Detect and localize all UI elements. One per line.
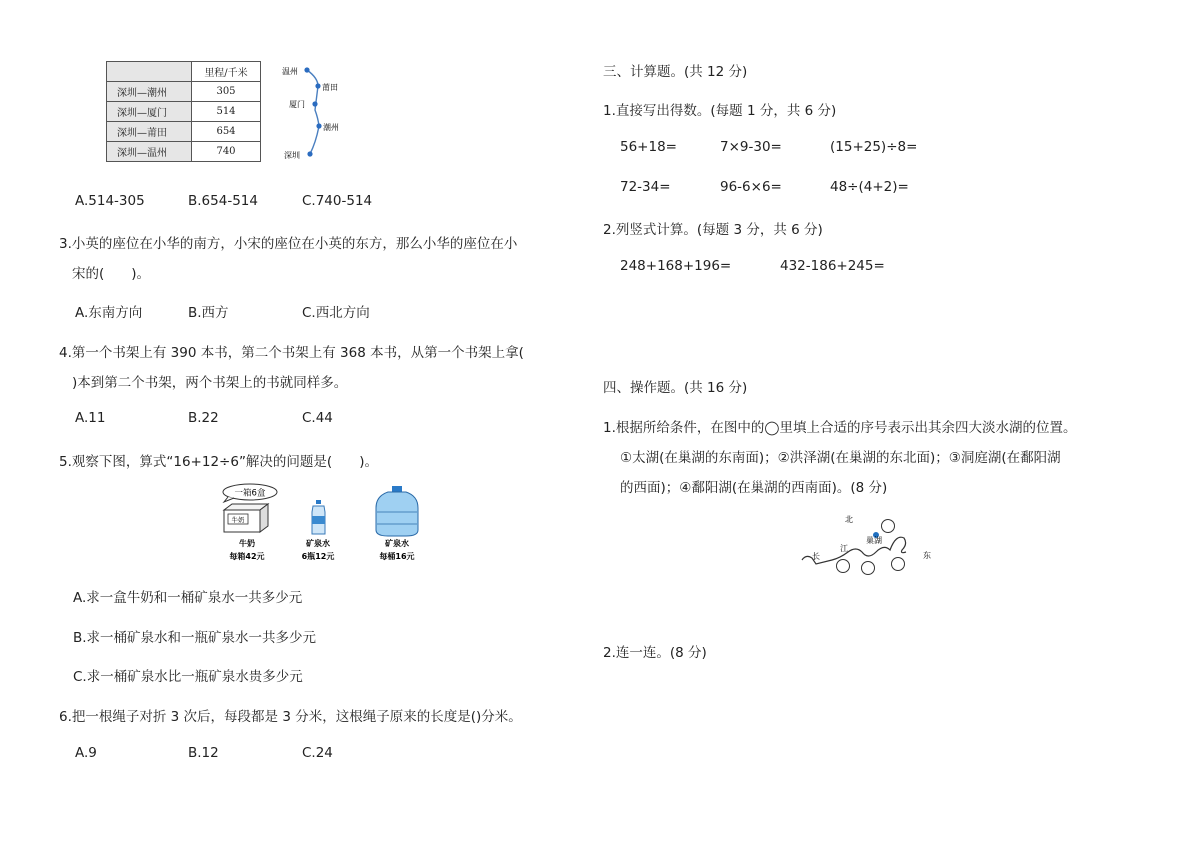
table-header-empty bbox=[107, 62, 192, 82]
q5-option-b[interactable]: B.求一桶矿泉水和一瓶矿泉水一共多少元 bbox=[73, 630, 317, 646]
calc-2-3: 48÷(4+2)= bbox=[830, 179, 909, 195]
vertical-calc-2: 432-186+245= bbox=[780, 258, 885, 274]
table-header-row bbox=[107, 62, 261, 82]
q3-option-b[interactable]: B.西方 bbox=[188, 305, 229, 321]
compass-east-label: 东 bbox=[923, 551, 931, 560]
q2-option-c[interactable]: C.740-514 bbox=[302, 193, 373, 209]
distance-table bbox=[106, 61, 261, 162]
q4-option-a[interactable]: A.11 bbox=[75, 410, 106, 426]
compass-north-label: 北 bbox=[845, 515, 853, 524]
q2-option-b[interactable]: B.654-514 bbox=[188, 193, 258, 209]
calc-1-3: (15+25)÷8= bbox=[830, 139, 918, 155]
q3-option-c[interactable]: C.西北方向 bbox=[302, 305, 370, 321]
q3-stem-line1: 3.小英的座位在小华的南方，小宋的座位在小英的东方，那么小华的座位在小 bbox=[59, 236, 518, 252]
table-cell-route: 深圳—厦门 bbox=[107, 102, 192, 122]
item-price-bottle: 6瓶12元 bbox=[301, 552, 335, 561]
vertical-calc-1: 248+168+196= bbox=[620, 258, 732, 274]
sec3-q1-title: 1.直接写出得数。(每题 1 分，共 6 分) bbox=[603, 103, 837, 119]
water-bottle-icon bbox=[312, 500, 325, 534]
calc-2-2: 96-6×6= bbox=[720, 179, 782, 195]
q5-option-c[interactable]: C.求一桶矿泉水比一瓶矿泉水贵多少元 bbox=[73, 669, 303, 685]
city-label-wenzhou: 温州 bbox=[282, 67, 298, 76]
sec4-q1-line3: 的西面)；④鄱阳湖(在巢湖的西南面)。(8 分) bbox=[620, 480, 888, 496]
calc-1-2: 7×9-30= bbox=[720, 139, 782, 155]
river-label-jiang: 江 bbox=[840, 544, 848, 553]
table-header-km: 里程/千米 bbox=[192, 62, 261, 82]
city-dot-putian bbox=[315, 83, 320, 88]
q5-stem-line1: 5.观察下图，算式“16+12÷6”解决的问题是( )。 bbox=[59, 454, 378, 470]
table-row bbox=[107, 82, 261, 102]
city-label-shenzhen: 深圳 bbox=[284, 151, 300, 160]
lakes-map bbox=[796, 508, 946, 580]
item-price-barrel: 每桶16元 bbox=[379, 552, 415, 561]
lake-blank-circle-1[interactable] bbox=[837, 560, 850, 573]
table-cell-km: 654 bbox=[192, 122, 261, 142]
q4-stem-line2: )本到第二个书架，两个书架上的书就同样多。 bbox=[72, 375, 348, 391]
milk-bubble-text: 一箱6盒 bbox=[234, 488, 266, 499]
table-row bbox=[107, 122, 261, 142]
route-line bbox=[307, 70, 319, 154]
lake-blank-circle-northeast[interactable] bbox=[882, 520, 895, 533]
q3-stem-line2: 宋的( )。 bbox=[72, 266, 151, 282]
item-name-milk: 牛奶 bbox=[239, 539, 255, 548]
sec4-q2-title: 2.连一连。(8 分) bbox=[603, 645, 707, 661]
table-cell-km: 514 bbox=[192, 102, 261, 122]
city-dot-chaozhou bbox=[316, 123, 321, 128]
section4-title: 四、操作题。(共 16 分) bbox=[603, 380, 748, 396]
city-dot-wenzhou bbox=[304, 67, 309, 72]
calc-2-1: 72-34= bbox=[620, 179, 671, 195]
q6-option-c[interactable]: C.24 bbox=[302, 745, 333, 761]
q6-option-b[interactable]: B.12 bbox=[188, 745, 219, 761]
q6-option-a[interactable]: A.9 bbox=[75, 745, 97, 761]
sec3-q2-title: 2.列竖式计算。(每题 3 分，共 6 分) bbox=[603, 222, 823, 238]
item-name-barrel: 矿泉水 bbox=[385, 539, 409, 548]
table-row bbox=[107, 142, 261, 162]
item-name-bottle: 矿泉水 bbox=[306, 539, 330, 548]
city-dot-xiamen bbox=[312, 101, 317, 106]
lake-blank-circle-2[interactable] bbox=[862, 562, 875, 575]
milk-box-label: 牛奶 bbox=[231, 516, 245, 524]
q5-option-a[interactable]: A.求一盒牛奶和一桶矿泉水一共多少元 bbox=[73, 590, 303, 606]
q4-stem-line1: 4.第一个书架上有 390 本书，第二个书架上有 368 本书，从第一个书架上拿( bbox=[59, 345, 524, 361]
item-price-milk: 每箱42元 bbox=[229, 552, 265, 561]
sec4-q1-line2: ①太湖(在巢湖的东南面)；②洪泽湖(在巢湖的东北面)；③洞庭湖(在鄱阳湖 bbox=[620, 450, 1061, 466]
lake-blank-circle-3[interactable] bbox=[892, 558, 905, 571]
q3-option-a[interactable]: A.东南方向 bbox=[75, 305, 143, 321]
city-dot-shenzhen bbox=[307, 151, 312, 156]
sec4-q1-line1: 1.根据所给条件，在图中的◯里填上合适的序号表示出其余四大淡水湖的位置。 bbox=[603, 420, 1077, 436]
city-label-chaozhou: 潮州 bbox=[323, 123, 339, 132]
city-label-xiamen: 厦门 bbox=[289, 100, 305, 109]
q4-option-b[interactable]: B.22 bbox=[188, 410, 219, 426]
river-label-chang: 长 bbox=[812, 552, 820, 561]
milk-box-icon bbox=[223, 484, 277, 532]
q4-option-c[interactable]: C.44 bbox=[302, 410, 333, 426]
route-map bbox=[278, 60, 358, 164]
table-cell-route: 深圳—莆田 bbox=[107, 122, 192, 142]
q6-stem-line1: 6.把一根绳子对折 3 次后，每段都是 3 分米，这根绳子原来的长度是()分米。 bbox=[59, 709, 522, 725]
water-barrel-icon bbox=[376, 486, 418, 536]
city-label-putian: 莆田 bbox=[322, 83, 338, 92]
table-row bbox=[107, 102, 261, 122]
q2-option-a[interactable]: A.514-305 bbox=[75, 193, 145, 209]
section3-title: 三、计算题。(共 12 分) bbox=[603, 64, 748, 80]
table-cell-route: 深圳—潮州 bbox=[107, 82, 192, 102]
chaohu-label: 巢湖 bbox=[866, 536, 882, 545]
q5-illustration bbox=[212, 482, 432, 566]
calc-1-1: 56+18= bbox=[620, 139, 677, 155]
table-cell-km: 305 bbox=[192, 82, 261, 102]
table-cell-route: 深圳—温州 bbox=[107, 142, 192, 162]
table-cell-km: 740 bbox=[192, 142, 261, 162]
